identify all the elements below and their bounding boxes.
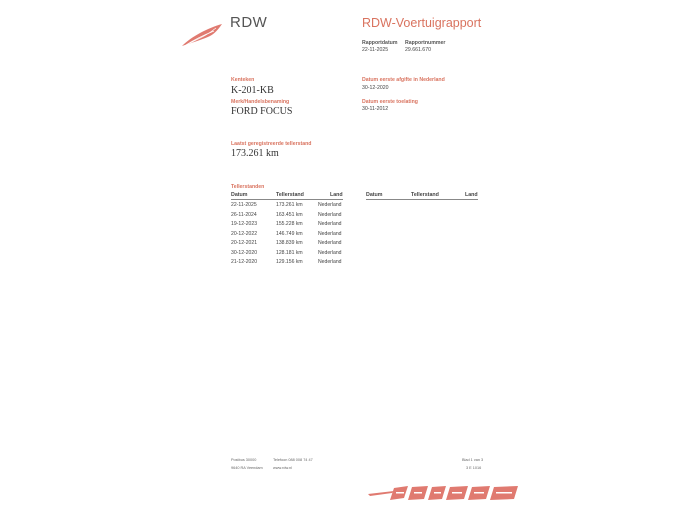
footer-phone: Telefoon 088 008 74 47	[273, 458, 313, 462]
first-nl-value: 30-12-2020	[362, 85, 389, 91]
row-country: Nederland	[318, 211, 342, 218]
row-country: Nederland	[318, 202, 342, 208]
col-header-country-right: Land	[465, 192, 478, 198]
report-title: RDW-Voertuigrapport	[362, 16, 482, 30]
col-header-country: Land	[330, 192, 343, 198]
col-header-reading-right: Tellerstand	[411, 192, 439, 198]
row-country: Nederland	[318, 249, 342, 256]
make-value: FORD FOCUS	[231, 106, 293, 117]
brand-name: RDW	[230, 14, 268, 31]
first-admission-label: Datum eerste toelating	[362, 99, 418, 105]
row-country: Nederland	[318, 221, 342, 227]
row-country: Nederland	[318, 259, 342, 265]
row-reading: 129.156 km	[276, 259, 303, 265]
footer-logo-stripes-icon	[368, 484, 520, 502]
footer-page: Blad 1 van 3	[462, 458, 484, 462]
rdw-logo-icon	[180, 22, 224, 48]
report-date: 22-11-2025	[362, 47, 389, 53]
report-date-label: Rapportdatum	[362, 40, 398, 46]
row-date: 20-12-2021	[231, 240, 258, 246]
odometer-section-label: Tellerstanden	[231, 184, 265, 190]
table-rule-left	[231, 199, 343, 200]
row-reading: 138.839 km	[276, 240, 303, 246]
row-reading: 128.181 km	[276, 249, 303, 256]
row-reading: 163.451 km	[276, 211, 303, 218]
row-country: Nederland	[318, 230, 342, 237]
row-date: 20-12-2022	[231, 230, 258, 237]
footer-postcode: 9640 RA Veendam	[231, 466, 263, 470]
table-rule-right	[366, 199, 478, 200]
col-header-date-right: Datum	[366, 192, 383, 198]
row-country: Nederland	[318, 240, 342, 246]
plate-value: K-201-KB	[231, 85, 274, 96]
row-date: 22-11-2025	[231, 202, 257, 208]
report-number-label: Rapportnummer	[405, 40, 446, 46]
col-header-date: Datum	[231, 192, 248, 198]
row-date: 30-12-2020	[231, 249, 258, 256]
report-number: 29.661.670	[405, 47, 431, 53]
col-header-reading: Tellerstand	[276, 192, 304, 198]
make-label: Merk/Handelsbenaming	[231, 99, 290, 105]
row-date: 26-11-2024	[231, 211, 257, 218]
first-admission-value: 30-11-2012	[362, 106, 389, 112]
first-nl-label: Datum eerste afgifte in Nederland	[362, 77, 445, 83]
footer-code: 3 E 1016	[466, 466, 482, 470]
footer-postbox: Postbus 30000	[231, 458, 257, 462]
row-date: 21-12-2020	[231, 259, 258, 265]
footer-website: www.rdw.nl	[273, 466, 292, 470]
row-reading: 155.228 km	[276, 221, 303, 227]
plate-label: Kenteken	[231, 77, 255, 83]
last-odometer-value: 173.261 km	[231, 148, 279, 159]
row-reading: 146.749 km	[276, 230, 303, 237]
row-reading: 173.261 km	[276, 202, 303, 208]
row-date: 19-12-2023	[231, 221, 258, 227]
last-odometer-label: Laatst geregistreerde tellerstand	[231, 141, 312, 147]
